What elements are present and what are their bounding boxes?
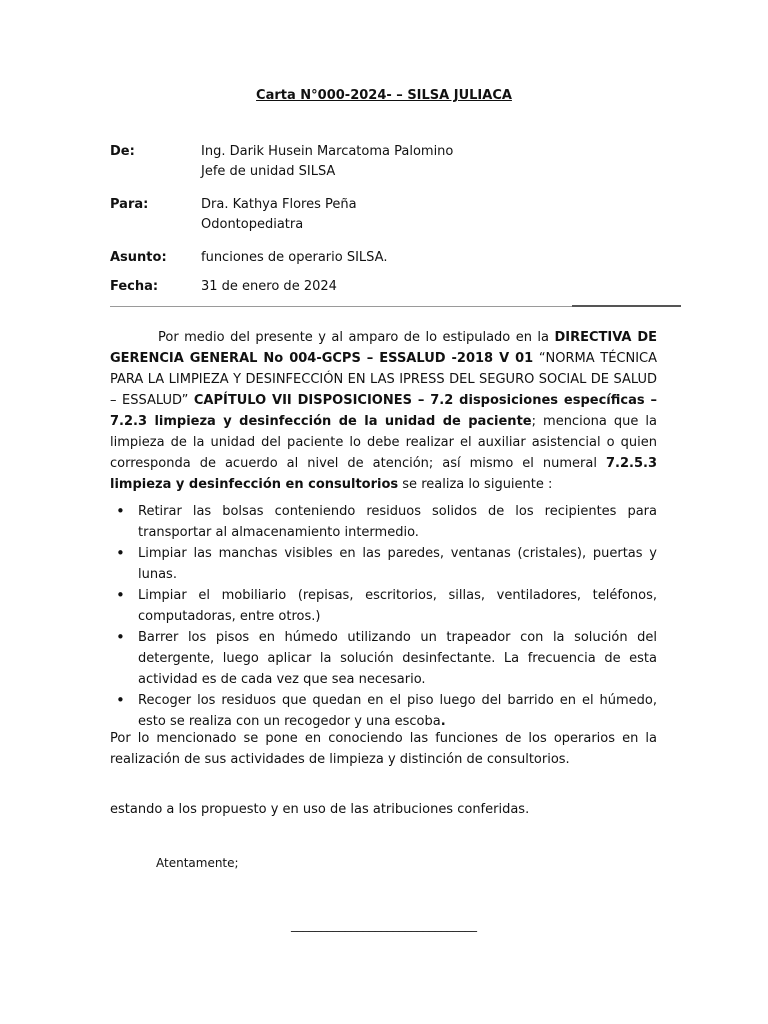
task-list (110, 501, 657, 732)
date-value: 31 de enero de 2024 (201, 279, 337, 294)
letter-title: Carta N°000-2024- – SILSA JULIACA (256, 88, 512, 103)
intro-text-2: “NORMA TÉCNICA PARA LA LIMPIEZA Y DESINFECCIÓN EN LAS IPRESS DEL SEGURO SOCIAL DE SALUD – ESSALUD” (110, 351, 658, 408)
intro-bold-numeral: 7.2.5.3 limpieza y desinfección en consultorios (110, 456, 657, 492)
closing-salutation: Atentamente; (156, 856, 239, 870)
intro-bold-directive: DIRECTIVA DE GERENCIA GENERAL No 004-GCPS – ESSALUD -2018 V 01 (110, 330, 657, 366)
task-list-item (110, 690, 657, 732)
date-label: Fecha: (110, 279, 159, 294)
task-list-item-end: . (440, 714, 446, 729)
intro-bold-chapter: CAPÍTULO VII DISPOSICIONES – 7.2 disposiciones específicas – 7.2.3 limpieza y desinfección de la unidad de paciente (110, 393, 657, 429)
signature-line: _______________________________ (291, 918, 477, 932)
from-role: Jefe de unidad SILSA (201, 164, 336, 179)
header-divider-accent (572, 305, 681, 307)
conclusion-paragraph: Por lo mencionado se pone en conociendo las funciones de los operarios en la realización de sus actividades de limpieza y distinción de consultorios. (110, 731, 657, 767)
intro-text-3: ; menciona que la limpieza de la unidad del paciente lo debe realizar el auxiliar asistencial o quien corresponda de acuerdo al nivel de atención; así mismo el numeral (110, 414, 657, 471)
to-name: Dra. Kathya Flores Peña (201, 197, 357, 212)
task-list-item: • Limpiar las manchas visibles en las paredes, ventanas (cristales), puertas y lunas. (110, 543, 657, 585)
intro-paragraph (110, 327, 657, 495)
attributions-paragraph: estando a los propuesto y en uso de las atribuciones conferidas. (110, 802, 530, 817)
to-role: Odontopediatra (201, 217, 304, 232)
subject-value: funciones de operario SILSA. (201, 250, 388, 265)
to-block (201, 195, 357, 235)
task-list-item-text: Recoger los residuos que quedan en el piso luego del barrido en el húmedo, esto se realiza con un recogedor y una escoba (138, 693, 657, 729)
to-label: Para: (110, 197, 149, 212)
task-list-item: • Retirar las bolsas conteniendo residuos solidos de los recipientes para transportar al almacenamiento intermedio. (110, 501, 657, 543)
intro-text-1: Por medio del presente y al amparo de lo estipulado en la (158, 330, 555, 345)
task-list-item: • Limpiar el mobiliario (repisas, escritorios, sillas, ventiladores, teléfonos, computadoras, entre otros.) (110, 585, 657, 627)
intro-text-4: se realiza lo siguiente : (398, 477, 553, 492)
from-block (201, 142, 453, 182)
from-label: De: (110, 144, 135, 159)
from-name: Ing. Darik Husein Marcatoma Palomino (201, 144, 454, 159)
task-list-item: • Barrer los pisos en húmedo utilizando un trapeador con la solución del detergente, luego aplicar la solución desinfectante. La frecuencia de esta actividad es de cada vez que sea necesario. (110, 627, 657, 690)
subject-label: Asunto: (110, 250, 167, 265)
